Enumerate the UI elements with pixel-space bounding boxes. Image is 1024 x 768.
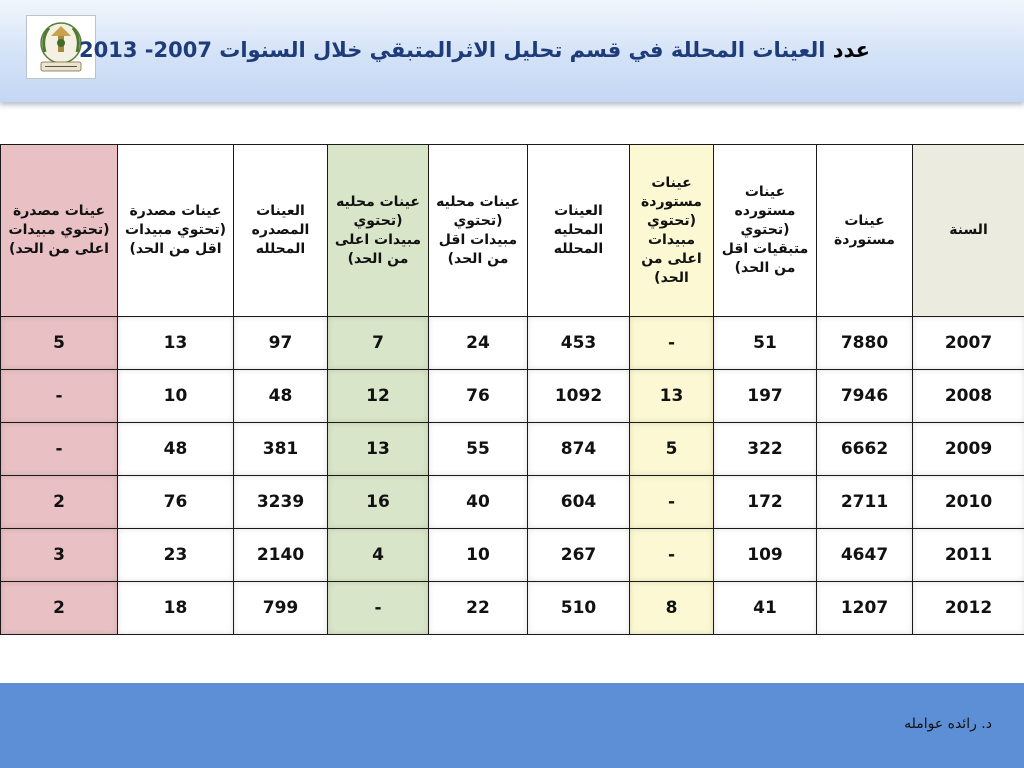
title-lead: عدد [832, 38, 870, 62]
table-row [1, 529, 1024, 582]
cell-exported-above-limit: 3 [1, 529, 118, 582]
footer-band [0, 683, 1024, 768]
cell-imported-samples: 7880 [817, 317, 913, 370]
cell-local-analyzed: 510 [528, 582, 630, 635]
table-row [1, 370, 1024, 423]
header-imported-above-limit: عينات مستوردة (تحتوي مبيدات اعلى من الحد) [630, 145, 714, 317]
table-row [1, 423, 1024, 476]
cell-imported-above-limit: - [630, 317, 714, 370]
cell-local-below-limit: 55 [429, 423, 528, 476]
table-row [1, 317, 1024, 370]
cell-exported-below-limit: 10 [118, 370, 234, 423]
cell-exported-below-limit: 13 [118, 317, 234, 370]
cell-year: 2007 [913, 317, 1024, 370]
cell-local-analyzed: 267 [528, 529, 630, 582]
cell-imported-samples: 4647 [817, 529, 913, 582]
cell-local-above-limit: - [328, 582, 429, 635]
cell-local-below-limit: 76 [429, 370, 528, 423]
table-row [1, 582, 1024, 635]
cell-local-analyzed: 453 [528, 317, 630, 370]
cell-year: 2010 [913, 476, 1024, 529]
cell-exported-analyzed: 799 [234, 582, 328, 635]
author-name: د. رائده عوامله [904, 716, 992, 732]
cell-imported-samples: 7946 [817, 370, 913, 423]
cell-exported-below-limit: 76 [118, 476, 234, 529]
cell-exported-above-limit: - [1, 423, 118, 476]
cell-imported-below-limit: 41 [714, 582, 817, 635]
cell-exported-analyzed: 381 [234, 423, 328, 476]
cell-local-analyzed: 1092 [528, 370, 630, 423]
cell-exported-analyzed: 97 [234, 317, 328, 370]
cell-local-analyzed: 874 [528, 423, 630, 476]
cell-local-below-limit: 22 [429, 582, 528, 635]
header-exported-analyzed: العينات المصدره المحلله [234, 145, 328, 317]
page-title [79, 30, 870, 70]
cell-imported-samples: 2711 [817, 476, 913, 529]
cell-imported-above-limit: 13 [630, 370, 714, 423]
cell-imported-below-limit: 109 [714, 529, 817, 582]
header-imported-below-limit: عينات مستورده (تحتوي متبقيات اقل من الحد) [714, 145, 817, 317]
cell-exported-analyzed: 2140 [234, 529, 328, 582]
header-local-above-limit: عينات محليه (تحتوي مبيدات اعلى من الحد) [328, 145, 429, 317]
cell-exported-analyzed: 3239 [234, 476, 328, 529]
cell-exported-below-limit: 48 [118, 423, 234, 476]
cell-local-below-limit: 24 [429, 317, 528, 370]
cell-imported-samples: 6662 [817, 423, 913, 476]
header-imported-samples: عينات مستوردة [817, 145, 913, 317]
header-exported-below-limit: عينات مصدرة (تحتوي مبيدات اقل من الحد) [118, 145, 234, 317]
table-row [1, 476, 1024, 529]
cell-imported-below-limit: 197 [714, 370, 817, 423]
cell-exported-above-limit: - [1, 370, 118, 423]
cell-imported-above-limit: 5 [630, 423, 714, 476]
header-local-below-limit: عينات محليه (تحتوي مبيدات اقل من الحد) [429, 145, 528, 317]
cell-exported-below-limit: 18 [118, 582, 234, 635]
cell-local-below-limit: 40 [429, 476, 528, 529]
cell-imported-below-limit: 322 [714, 423, 817, 476]
title-text: العينات المحللة في قسم تحليل الاثرالمتبقي خلال السنوات 2007- 2013 [79, 38, 826, 62]
cell-imported-above-limit: - [630, 529, 714, 582]
title-banner [0, 0, 1024, 102]
header-year: السنة [913, 145, 1024, 317]
cell-year: 2012 [913, 582, 1024, 635]
cell-local-above-limit: 13 [328, 423, 429, 476]
cell-imported-above-limit: 8 [630, 582, 714, 635]
cell-imported-below-limit: 51 [714, 317, 817, 370]
cell-local-above-limit: 7 [328, 317, 429, 370]
cell-local-above-limit: 16 [328, 476, 429, 529]
cell-exported-above-limit: 2 [1, 476, 118, 529]
cell-local-above-limit: 4 [328, 529, 429, 582]
cell-exported-above-limit: 5 [1, 317, 118, 370]
cell-exported-analyzed: 48 [234, 370, 328, 423]
cell-exported-below-limit: 23 [118, 529, 234, 582]
cell-local-analyzed: 604 [528, 476, 630, 529]
cell-imported-above-limit: - [630, 476, 714, 529]
cell-local-above-limit: 12 [328, 370, 429, 423]
cell-year: 2008 [913, 370, 1024, 423]
table-header-row [1, 145, 1024, 317]
cell-imported-below-limit: 172 [714, 476, 817, 529]
cell-exported-above-limit: 2 [1, 582, 118, 635]
cell-year: 2011 [913, 529, 1024, 582]
samples-table [0, 144, 1024, 635]
header-local-analyzed: العينات المحليه المحلله [528, 145, 630, 317]
samples-table-container [0, 144, 1024, 632]
cell-year: 2009 [913, 423, 1024, 476]
cell-local-below-limit: 10 [429, 529, 528, 582]
header-exported-above-limit: عينات مصدرة (تحتوي مبيدات اعلى من الحد) [1, 145, 118, 317]
cell-imported-samples: 1207 [817, 582, 913, 635]
